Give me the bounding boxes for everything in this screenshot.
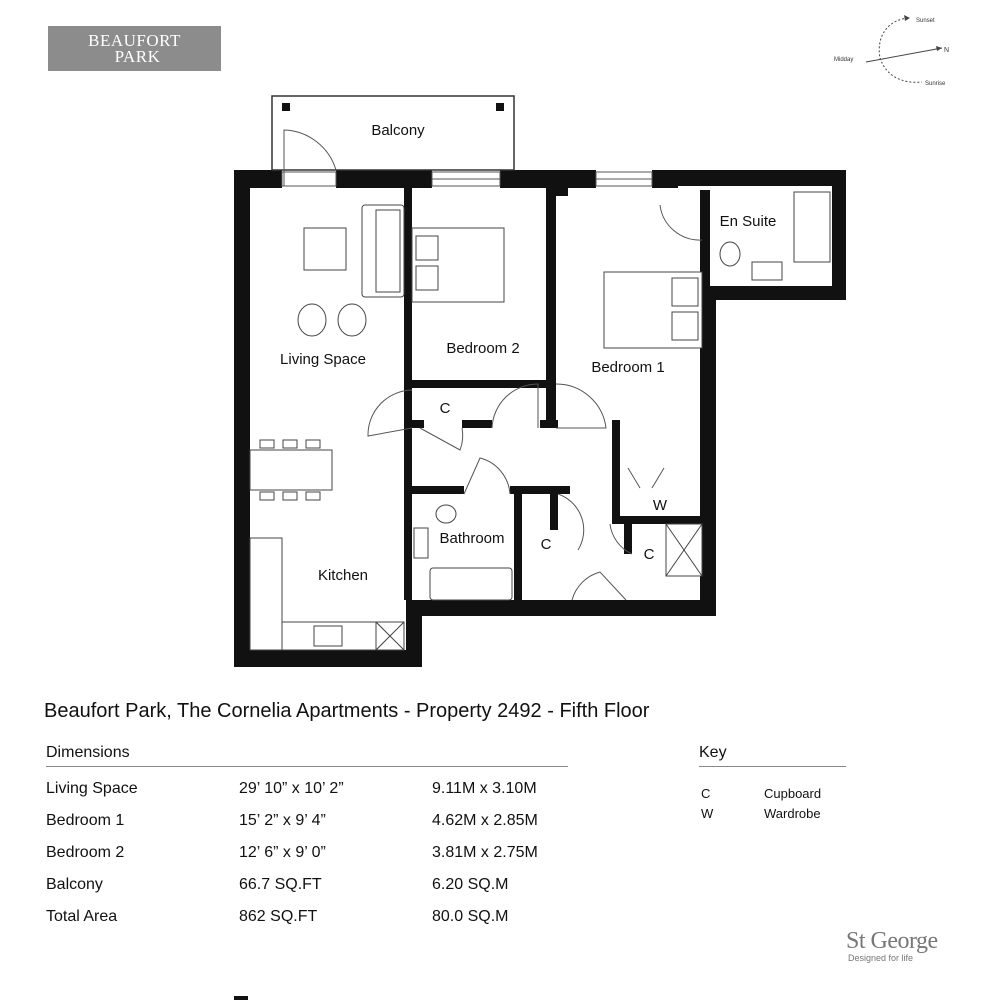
kitchen-label: Kitchen <box>317 567 369 584</box>
dimension-metric: 9.11M x 3.10M <box>432 780 537 797</box>
cupboard-marker-2: C <box>540 536 552 553</box>
key-divider <box>699 766 846 767</box>
compass-sunrise-label: Sunrise <box>925 81 946 87</box>
logo-line-2: PARK <box>114 46 161 66</box>
dimension-imperial: 15’ 2” x 9’ 4” <box>239 812 326 829</box>
bottom-edge-mark <box>234 996 248 1000</box>
dimension-row <box>46 876 586 908</box>
brand-tagline: Designed for life <box>848 953 914 963</box>
dimension-metric: 3.81M x 2.75M <box>432 844 538 861</box>
dimension-imperial: 862 SQ.FT <box>239 908 318 925</box>
dimension-metric: 4.62M x 2.85M <box>432 812 538 829</box>
bedroom-1-label: Bedroom 1 <box>591 359 665 376</box>
key-legend <box>699 786 859 826</box>
en-suite-label: En Suite <box>719 213 777 230</box>
dimensions-heading: Dimensions <box>46 744 130 761</box>
dimension-row <box>46 908 586 940</box>
brand-name: St George <box>846 928 938 954</box>
living-space-label: Living Space <box>280 351 366 368</box>
dimension-imperial: 12’ 6” x 9’ 0” <box>239 844 326 861</box>
bedroom-2-label: Bedroom 2 <box>446 340 520 357</box>
wardrobe-marker: W <box>652 497 668 514</box>
dimension-row <box>46 844 586 876</box>
dimension-imperial: 29’ 10” x 10’ 2” <box>239 780 344 797</box>
compass-north-label: N <box>944 47 950 54</box>
logo-line-1: BEAUFORT <box>88 30 181 50</box>
dimension-room: Total Area <box>46 908 118 925</box>
key-code: C <box>701 786 711 801</box>
key-row <box>699 806 859 826</box>
dimension-imperial: 66.7 SQ.FT <box>239 876 322 893</box>
dimension-room: Bedroom 1 <box>46 812 125 829</box>
dimensions-divider <box>46 766 568 767</box>
dimension-room: Living Space <box>46 780 138 797</box>
dimension-room: Bedroom 2 <box>46 844 125 861</box>
st-george-logo <box>846 928 956 963</box>
dimension-row <box>46 812 586 844</box>
dimension-row <box>46 780 586 812</box>
key-row <box>699 786 859 806</box>
key-meaning: Cupboard <box>764 786 822 801</box>
key-meaning: Wardrobe <box>764 806 821 821</box>
key-code: W <box>701 806 714 821</box>
balcony-label: Balcony <box>371 122 425 139</box>
dimension-metric: 6.20 SQ.M <box>432 876 509 893</box>
compass-sunset-label: Sunset <box>916 18 935 24</box>
key-heading: Key <box>699 744 727 761</box>
dimensions-table <box>46 780 586 940</box>
property-title: Beaufort Park, The Cornelia Apartments - Property 2492 - Fifth Floor <box>44 700 650 722</box>
bathroom-label: Bathroom <box>439 530 505 547</box>
cupboard-marker-3: C <box>643 546 655 563</box>
cupboard-marker-1: C <box>439 400 451 417</box>
dimension-metric: 80.0 SQ.M <box>432 908 509 925</box>
dimension-room: Balcony <box>46 876 103 893</box>
compass-midday-label: Midday <box>834 57 854 63</box>
